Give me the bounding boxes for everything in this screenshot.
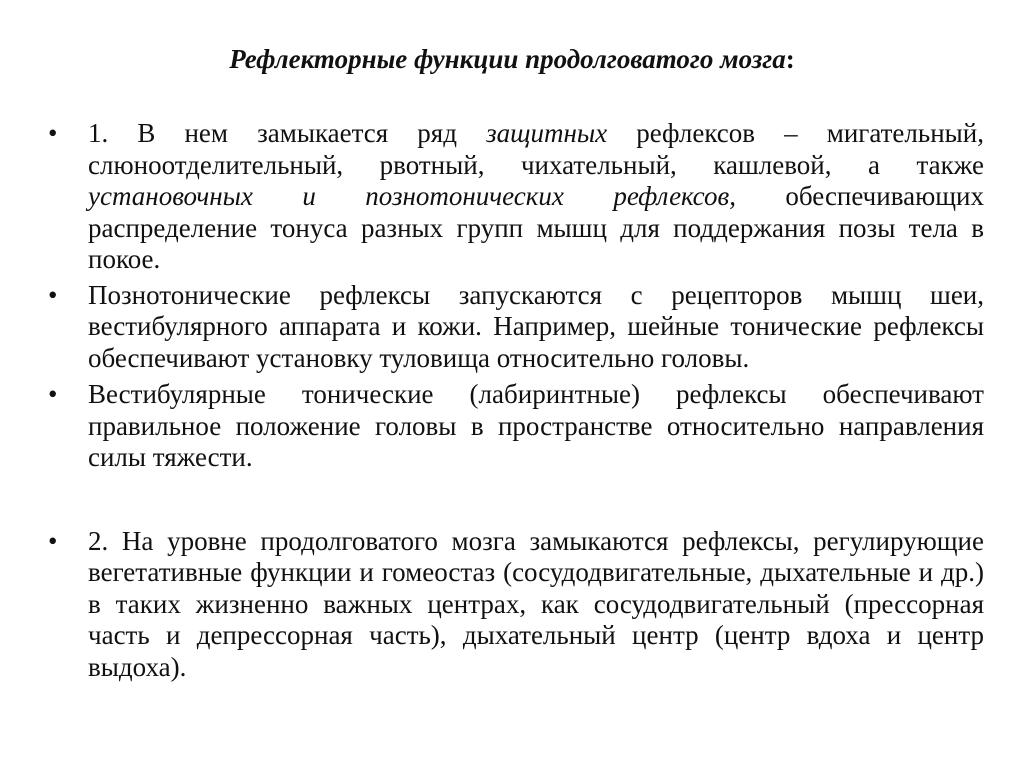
- slide-title: [0, 44, 1024, 75]
- bullet-2-text: Познотонические рефлексы запускаются с рецепторов мышц шеи, вестибулярного аппарата и кожи. Например, шейные тонические рефлексы обеспечивают установку туловища относительно головы.: [88, 279, 984, 373]
- bullet-item-2: [48, 280, 984, 375]
- bullet-1-italic-protective: защитных: [486, 118, 608, 148]
- bullet-marker: •: [48, 118, 58, 148]
- bullet-1-italic-reflexes: установочных и познотонических рефлексов,: [88, 181, 736, 211]
- bullet-item-3: [48, 379, 984, 474]
- bullet-4-text: 2. На уровне продолговатого мозга замыкаются рефлексы, регулирующие вегетативные функции и гомеостаз (сосудодвигательные, дыхательные и др.) в таких жизненно важных центрах, как сосудодвигательный (прессорная часть и депрессорная часть), дыхательный центр (центр вдоха и центр выдоха).: [88, 525, 984, 682]
- title-colon: :: [785, 44, 795, 74]
- title-text: Рефлекторные функции продолговатого мозга: [229, 44, 786, 74]
- bullet-1-text-part-3: обеспечивающих распределение тонуса разных групп мышц для поддержания позы тела в покое.: [88, 181, 984, 274]
- bullet-marker: •: [48, 279, 58, 310]
- bullet-item-1: [48, 118, 984, 276]
- bullet-3-text: Вестибулярные тонические (лабиринтные) рефлексы обеспечивают правильное положение головы в пространстве относительно направления силы тяжести.: [88, 379, 984, 472]
- bullet-marker: •: [48, 525, 58, 556]
- bullet-item-4: [48, 526, 984, 684]
- bullet-1-text-part-1: 1. В нем замыкается ряд: [88, 118, 487, 148]
- bullet-marker: •: [48, 379, 58, 409]
- bullet-1-text-part-2: рефлексов – мигательный, слюноотделительный, рвотный, чихательный, кашлевой, а также: [88, 118, 984, 180]
- bullet-list: [48, 118, 984, 683]
